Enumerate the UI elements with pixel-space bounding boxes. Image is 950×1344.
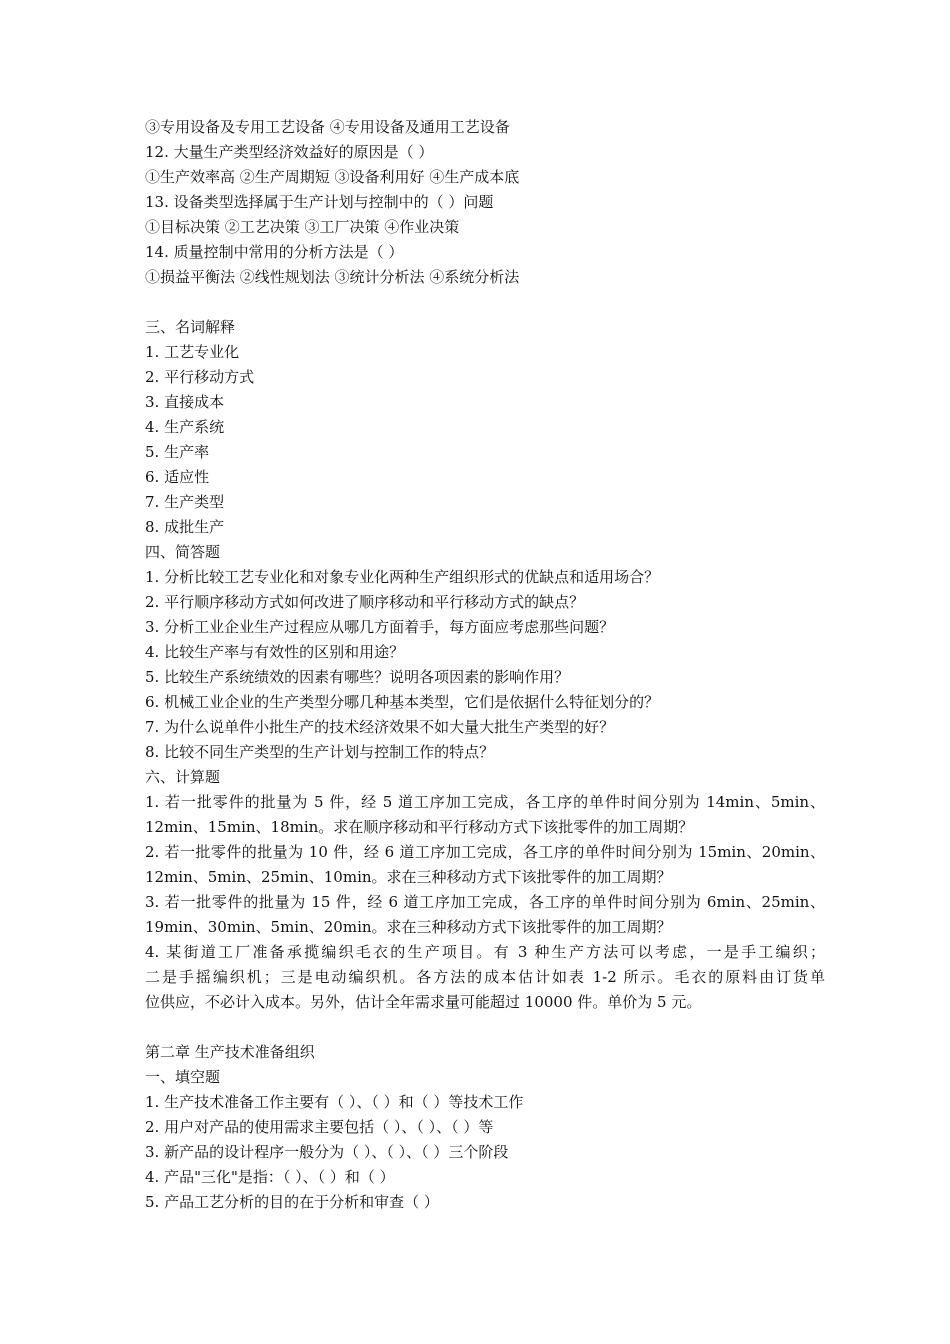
text-line: 4. 生产系统 <box>145 418 225 436</box>
text-line: 5. 生产率 <box>145 443 210 461</box>
text-line: 1. 分析比较工艺专业化和对象专业化两种生产组织形式的优缺点和适用场合？ <box>145 568 660 586</box>
text-line: 14. 质量控制中常用的分析方法是（ ） <box>145 243 404 261</box>
document-page <box>145 115 825 1215</box>
text-line: 四、简答题 <box>145 543 221 561</box>
text-line: 二是手摇编织机；三是电动编织机。各方法的成本估计如表 1-2 所示。毛衣的原料由订货单 <box>145 968 825 986</box>
text-line: 5. 比较生产系统绩效的因素有哪些？说明各项因素的影响作用？ <box>145 668 570 686</box>
text-line: 1. 生产技术准备工作主要有（ ）、（ ）和（ ）等技术工作 <box>145 1093 524 1111</box>
text-line: 2. 平行顺序移动方式如何改进了顺序移动和平行移动方式的缺点？ <box>145 593 585 611</box>
text-line: 7. 为什么说单件小批生产的技术经济效果不如大量大批生产类型的好？ <box>145 718 615 736</box>
text-line: 12min、15min、18min。求在顺序移动和平行移动方式下该批零件的加工周期？ <box>145 818 694 836</box>
text-line: ③专用设备及专用工艺设备 ④专用设备及通用工艺设备 <box>145 118 510 136</box>
text-line: 1. 若一批零件的批量为 5 件，经 5 道工序加工完成，各工序的单件时间分别为 14min、5min、 <box>145 793 825 811</box>
text-line: 三、名词解释 <box>145 318 236 336</box>
text-line: 4. 产品"三化"是指：（ ）、（ ）和（ ） <box>145 1168 395 1186</box>
blank-line <box>145 290 825 315</box>
text-line: 3. 分析工业企业生产过程应从哪几方面着手，每方面应考虑那些问题？ <box>145 618 615 636</box>
text-line: 4. 比较生产率与有效性的区别和用途？ <box>145 643 405 661</box>
text-line: 12min、5min、25min、10min。求在三种移动方式下该批零件的加工周期？ <box>145 868 672 886</box>
text-line: 4. 某街道工厂准备承揽编织毛衣的生产项目。有 3 种生产方法可以考虑，一是手工编织； <box>145 943 825 961</box>
text-line: ①目标决策 ②工艺决策 ③工厂决策 ④作业决策 <box>145 218 460 236</box>
text-line: 位供应，不必计入成本。另外，估计全年需求量可能超过 10000 件。单价为 5 元。 <box>145 993 702 1011</box>
text-line: 六、计算题 <box>145 768 221 786</box>
text-line: 7. 生产类型 <box>145 493 225 511</box>
text-line: 1. 工艺专业化 <box>145 343 240 361</box>
text-line: 6. 机械工业企业的生产类型分哪几种基本类型，它们是依据什么特征划分的？ <box>145 693 660 711</box>
text-line: 8. 比较不同生产类型的生产计划与控制工作的特点？ <box>145 743 495 761</box>
text-line: 3. 直接成本 <box>145 393 225 411</box>
text-line: ①损益平衡法 ②线性规划法 ③统计分析法 ④系统分析法 <box>145 268 520 286</box>
text-line: 5. 产品工艺分析的目的在于分析和审查（ ） <box>145 1193 439 1211</box>
text-line: 12. 大量生产类型经济效益好的原因是（ ） <box>145 143 434 161</box>
text-line: ①生产效率高 ②生产周期短 ③设备利用好 ④生产成本底 <box>145 168 520 186</box>
text-line: 19min、30min、5min、20min。求在三种移动方式下该批零件的加工周期？ <box>145 918 672 936</box>
text-line: 第二章 生产技术准备组织 <box>145 1043 315 1061</box>
text-line: 3. 若一批零件的批量为 15 件，经 6 道工序加工完成，各工序的单件时间分别为 6min、25min、 <box>145 893 825 911</box>
text-line: 3. 新产品的设计程序一般分为（ ）、（ ）、（ ）三个阶段 <box>145 1143 509 1161</box>
text-line: 8. 成批生产 <box>145 518 225 536</box>
text-line: 6. 适应性 <box>145 468 210 486</box>
text-line: 13. 设备类型选择属于生产计划与控制中的（ ）问题 <box>145 193 494 211</box>
text-line: 2. 用户对产品的使用需求主要包括（ ）、（ ）、（ ）等 <box>145 1118 494 1136</box>
text-line: 一、填空题 <box>145 1068 221 1086</box>
blank-line <box>145 1015 825 1040</box>
text-line: 2. 若一批零件的批量为 10 件，经 6 道工序加工完成，各工序的单件时间分别为 15min、20min、 <box>145 843 825 861</box>
text-line: 2. 平行移动方式 <box>145 368 255 386</box>
